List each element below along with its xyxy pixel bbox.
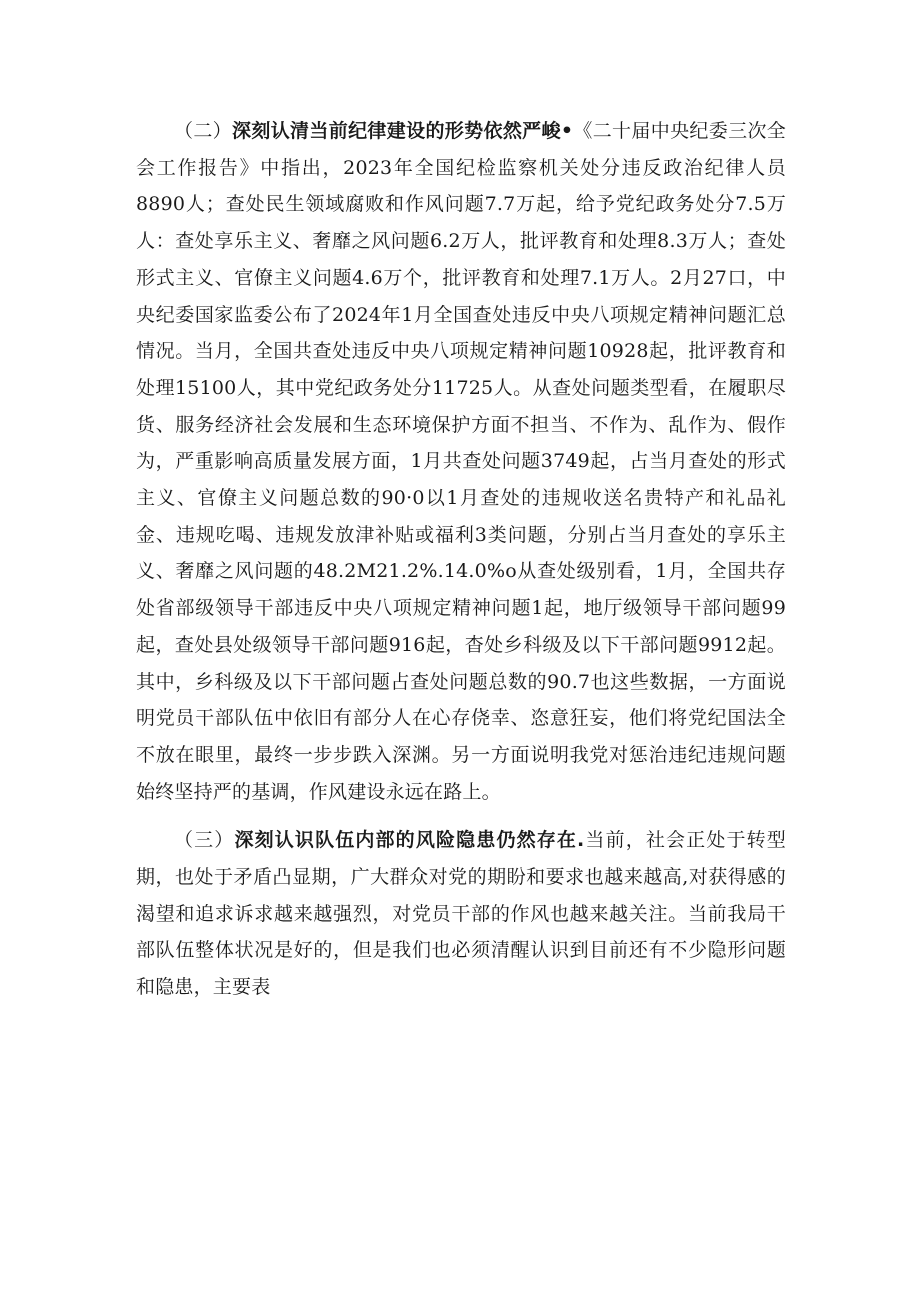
section-2-heading: 深刻认清当前纪律建设的形势依然严峻• — [232, 120, 574, 142]
section-2-prefix: （二） — [174, 120, 233, 142]
paragraph-section-2 — [136, 113, 786, 810]
section-3-body: 当前，社会正处于转型期，也处于矛盾凸显期，广大群众对党的期盼和要求也越来越高,对获得感的渴望和追求诉求越来越强烈，对党员干部的作风也越来越关注。当前我局干部队伍整体状况是好的，但是我们也必须清醒认识到目前还有不少隐形问题和隐患，主要表 — [136, 829, 786, 999]
section-3-heading: 深刻认识队伍内部的风险隐患仍然存在. — [234, 829, 585, 852]
document-page — [136, 113, 786, 1006]
section-3-prefix: （三） — [174, 829, 235, 852]
section-2-body: 《二十届中央纪委三次全会工作报告》中指出，2023年全国纪检监察机关处分违反政治纪律人员8890人；查处民生领域腐败和作风问题7.7万起，给予党纪政务处分7.5万人：查处享乐主义、奢靡之风问题6.2万人，批评教育和处理8.3万人；查处形式主义、官僚主义问题4.6万个，批评教育和处理7.1万人。2月27口，中央纪委国家监委公布了2024年1月全国查处违反中央八项规定精神问题汇总情况。当月，全国共查处违反中央八项规定精神问题10928起，批评教育和处理15100人，其中党纪政务处分11725人。从查处问题类型看，在履职尽货、服务经济社会发展和生态环境保护方面不担当、不作为、乱作为、假作为，严重影响高质量发展方面，1月共查处问题3749起，占当月查处的形式主义、官僚主义问题总数的90·0以1月查处的违规收送名贵特产和礼品礼金、违规吃喝、违规发放津补贴或福利3类问题，分别占当月查处的享乐主义、奢靡之风问题的48.2M21.2%.14.0%o从查处级别看，1月，全国共存处省部级领导干部违反中央八项规定精神问题1起，地厅级领导干部问题99起，查处县处级领导干部问题916起，杳处乡科级及以下干部问题9912起。其中，乡科级及以下干部问题占查处问题总数的90.7也这些数据，一方面说明党员干部队伍中依旧有部分人在心存侥幸、恣意狂妄，他们将党纪国法全不放在眼里，最终一步步跌入深渊。另一方面说明我党对惩治违纪违规问题始终坚持严的基调，作风建设永远在路上。 — [136, 120, 786, 803]
paragraph-section-3 — [136, 822, 786, 1006]
